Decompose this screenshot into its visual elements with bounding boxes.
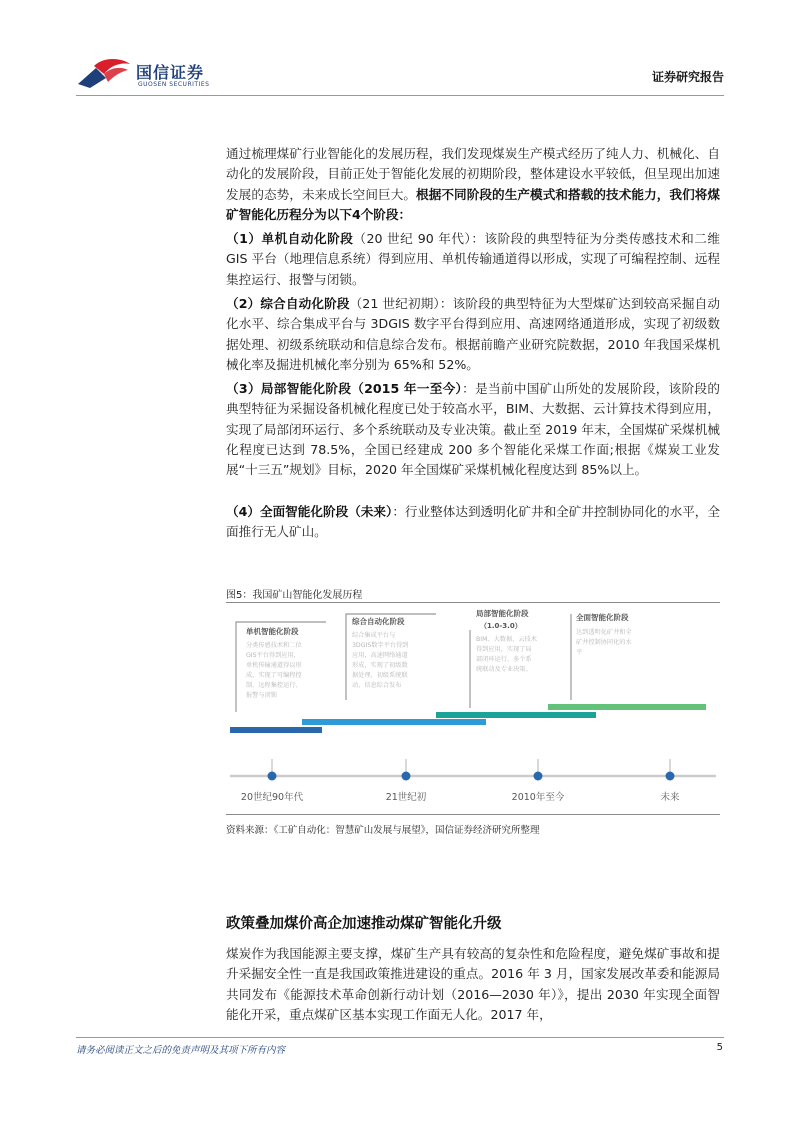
stage-box-2-title: 综合自动化阶段 [352, 617, 405, 626]
intro-bold-text: 根据不同阶段的生产模式和搭载的技术能力，我们将煤矿智能化历程分为以下4个阶段： [226, 186, 721, 222]
stage-box-3-line: 部闭环运行、多个系 [476, 656, 532, 663]
stage-box-4-title: 全面智能化阶段 [576, 613, 629, 622]
stage-box-1-line: 制、远程集控运行、 [246, 682, 302, 689]
logo-text-cn: 国信证券 [136, 63, 205, 82]
stage-box-1-title: 单机智能化阶段 [246, 627, 299, 636]
stage-2-paragraph [226, 294, 720, 375]
figure-title: 图5：我国矿山智能化发展历程 [226, 590, 363, 601]
stage-4-title: （4）全面智能化阶段（未来） [226, 504, 393, 519]
stage-bar-2 [302, 719, 486, 725]
disclaimer-note: 请务必阅读正文之后的免责声明及其项下所有内容 [76, 1045, 286, 1056]
timeline-dot [534, 772, 543, 781]
figure-source: 资料来源：《工矿自动化：智慧矿山发展与展望》，国信证券经济研究所整理 [226, 825, 540, 836]
stage-2-period: （21 世纪初期） [349, 296, 440, 311]
stage-3-title: （3）局部智能化阶段（2015 年一至今） [226, 381, 463, 396]
stage-box-1-line: 成，实现了可编程控 [246, 672, 302, 679]
stage-4-paragraph [226, 502, 720, 543]
stage-box-2-line: 应用，高速网络通道 [352, 652, 408, 659]
stage-box-2 [346, 614, 436, 700]
intro-text: 通过梳理煤矿行业智能化的发展历程，我们发现煤炭生产模式经历了纯人力、机械化、自动化的发展阶段，目前正处于智能化发展的初期阶段，整体建设水平较低，但呈现出加速发展的态势，未来成长空间巨大。 [226, 146, 720, 202]
timeline-dot [268, 772, 277, 781]
stage-2-title: （2）综合自动化阶段 [226, 296, 350, 311]
timeline-figure [226, 604, 720, 812]
stage-1-title: （1）单机自动化阶段 [226, 231, 354, 246]
header-divider [76, 95, 724, 96]
stage-box-2-line: 3DGIS数字平台得到 [352, 642, 409, 649]
stage-box-3-line: 得到应用，实现了局 [476, 646, 532, 653]
stage-box-3 [470, 608, 538, 708]
stage-box-2-line: 动、信息综合发布 [352, 682, 402, 689]
stage-box-2-line: 形成，实现了初级数 [352, 662, 408, 669]
stage-box-3-line: 统联动及专业决策。 [476, 666, 532, 673]
stage-bar-1 [230, 727, 322, 733]
stage-1-text: ：该阶段的典型特征为分类传感技术和二维 GIS 平台（地理信息系统）得到应用、单机传输通道得以形成，实现了可编程控制、远程集控运行、报警与闭锁。 [226, 231, 721, 287]
stage-box-1 [236, 622, 326, 712]
timeline-dot [666, 772, 675, 781]
stage-box-4-line: 矿井控制协同化的水 [576, 639, 632, 646]
stage-box-4-line: 达到透明化矿井和全 [576, 629, 632, 636]
stage-4-text: ：行业整体达到透明化矿井和全矿井控制协同化的水平，全面推行无人矿山。 [226, 504, 721, 540]
stage-1-paragraph [226, 229, 720, 290]
stage-box-3-line: BIM、大数据、云技术 [476, 636, 537, 643]
stage-box-2-line: 综合集成平台与 [352, 632, 396, 639]
stage-bar-3 [436, 712, 596, 718]
stage-2-text: ：该阶段的典型特征为大型煤矿达到较高采掘自动化水平、综合集成平台与 3DGIS 数字平台得到应用、高速网络通道形成，实现了初级数据处理、初级系统联动和信息综合发布。根据前瞻产业研究院数据，2010 年我国采煤机械化率及掘进机械化率分别为 65%和 52%。 [226, 296, 720, 372]
stage-1-period: （20 世纪 90 年代） [353, 231, 472, 246]
timeline-label-3: 2010年至今 [511, 792, 565, 803]
logo-text-en: GUOSEN SECURITIES [138, 81, 210, 88]
stage-box-3-subtitle: （1.0-3.0） [480, 622, 522, 630]
section-paragraph [226, 944, 720, 1025]
stage-bar-4 [548, 704, 706, 710]
figure-bottom-rule [226, 814, 720, 815]
report-type-label: 证券研究报告 [651, 70, 724, 84]
guosen-logo-icon [76, 58, 132, 90]
stage-box-3-title: 局部智能化阶段 [476, 609, 529, 618]
section-title: 政策叠加煤价高企加速推动煤矿智能化升级 [226, 916, 502, 932]
stage-3-text: ：是当前中国矿山所处的发展阶段，该阶段的典型特征为采掘设备机械化程度已处于较高水平，BIM、大数据、云计算技术得到应用，实现了局部闭环运行、多个系统联动及专业决策。截止至 2019 年末，全国煤矿采煤机械化程度已达到 78.5%，全国已经建成 200 多个智能化采煤工作面;根据《煤炭工业发展“十三五”规划》目标，2020 年全国煤矿采煤机械化程度达到 85%以上。 [226, 381, 721, 478]
page-header [76, 58, 724, 94]
stage-box-1-line: 分类传感技术和二位 [246, 642, 302, 649]
stage-box-1-line: GIS平台得到应用， [246, 652, 300, 659]
stage-box-4 [571, 612, 632, 700]
footer-divider [76, 1037, 724, 1038]
section-text: 煤炭作为我国能源主要支撑，煤矿生产具有较高的复杂性和危险程度，避免煤矿事故和提升采掘安全性一直是我国政策推进建设的重点。2016 年 3 月，国家发展改革委和能源局共同发布《能源技术革命创新行动计划（2016—2030 年）》，提出 2030 年实现全面智能化开采，重点煤矿区基本实现工作面无人化。2017 年， [226, 946, 720, 1022]
stage-3-paragraph [226, 379, 720, 480]
stage-box-2-line: 据处理、初级系统联 [352, 672, 408, 679]
timeline-label-2: 21世纪初 [385, 792, 427, 803]
stage-box-1-line: 报警与闭锁 [246, 692, 277, 699]
timeline-label-1: 20世纪90年代 [240, 792, 304, 803]
guosen-logo [76, 58, 236, 94]
timeline-dot [402, 772, 411, 781]
stage-box-4-line: 平 [576, 649, 583, 656]
intro-paragraph [226, 144, 720, 225]
page-number: 5 [716, 1042, 723, 1053]
figure-top-rule [226, 602, 720, 603]
stage-box-1-line: 单机传输通道得以形 [246, 662, 302, 669]
timeline-label-4: 未来 [660, 792, 680, 803]
